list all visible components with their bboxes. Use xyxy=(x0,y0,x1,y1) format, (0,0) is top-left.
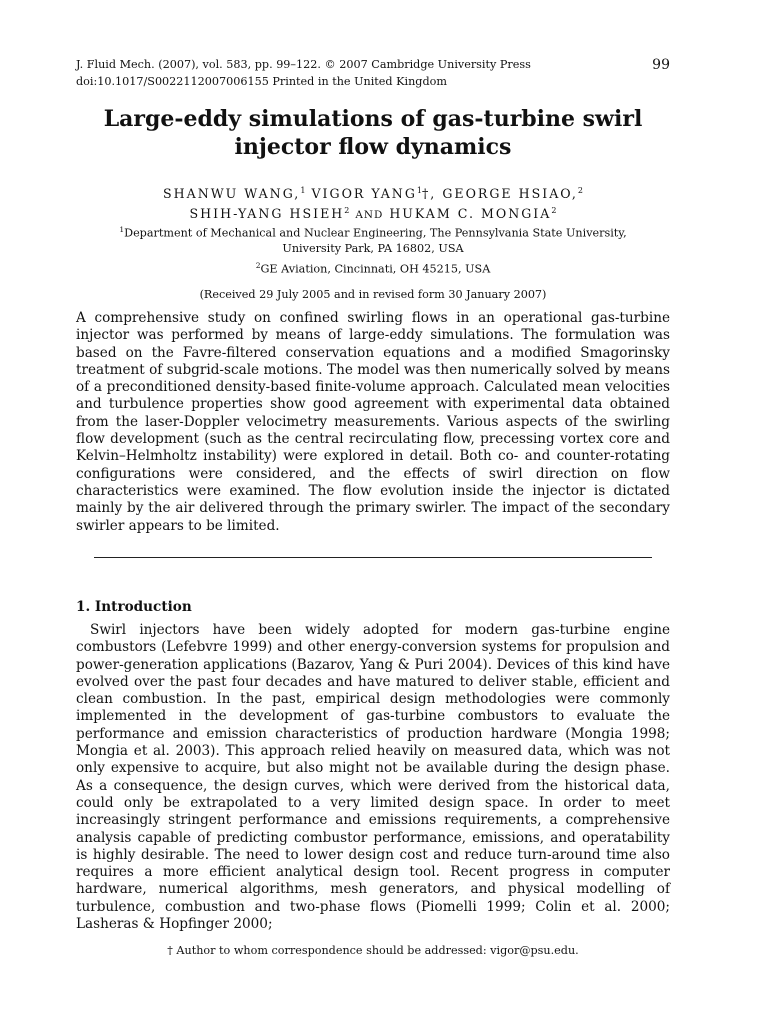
section-body: Swirl injectors have been widely adopted for modern gas-turbine engine combustors (Lefebvre 1999) and other energy-conversion systems for propulsion and power-generation applications (Bazarov, Yang & Puri 2004). Devices of this kind have evolved over the past four decades and have matured to deliver stable, efficient and clean combustion. In the past, empirical design methodologies were commonly implemented in the development of gas-turbine combustors to evaluate the performance and emission characteristics of production hardware (Mongia 1998; Mongia et al. 2003). This approach relied heavily on measured data, which was not only expensive to acquire, but also might not be available during the design phase. As a consequence, the design curves, which were derived from the historical data, could only be extrapolated to a very limited design space. In order to meet increasingly stringent performance and emissions requirements, a comprehensive analysis capable of predicting combustor performance, emissions, and operatability is highly desirable. The need to lower design cost and reduce turn-around time also requires a more efficient analytical design tool. Recent progress in computer hardware, numerical algorithms, mesh generators, and physical modelling of turbulence, combustion and two-phase flows (Piomelli 1999; Colin et al. 2000; Lasheras & Hopfinger 2000; xyxy=(76,622,670,933)
author-conjunction: AND xyxy=(355,209,384,222)
author-name: VIGOR YANG xyxy=(311,186,417,202)
affiliation-text: Department of Mechanical and Nuclear Engineering, The Pennsylvania State University, xyxy=(124,226,627,240)
affiliation-mark: 2 xyxy=(551,206,557,216)
affiliation-number: 2 xyxy=(255,261,261,270)
page-number: 99 xyxy=(652,57,670,73)
affiliation-mark: 1 xyxy=(300,186,306,195)
affiliation-number: 1 xyxy=(119,225,125,234)
journal-citation-line: J. Fluid Mech. (2007), vol. 583, pp. 99–122. © 2007 Cambridge University Press xyxy=(76,58,531,71)
received-dates: (Received 29 July 2005 and in revised form 30 January 2007) xyxy=(199,288,547,301)
author-name: SHANWU WANG, xyxy=(162,186,301,202)
footnote: † Author to whom correspondence should be addressed: vigor@psu.edu. xyxy=(167,944,579,957)
author-name: HUKAM C. MONGIA xyxy=(389,206,552,222)
affiliation-2 xyxy=(76,258,670,277)
author-name: GEORGE HSIAO, xyxy=(442,186,578,202)
affiliation-mark: 2 xyxy=(344,206,350,216)
divider xyxy=(94,557,652,558)
author-line-1 xyxy=(76,182,670,202)
author-name: SHIH-YANG HSIEH xyxy=(189,206,345,222)
author-list xyxy=(76,182,670,224)
paper-title xyxy=(76,105,670,161)
affiliation-text: University Park, PA 16802, USA xyxy=(282,241,464,255)
abstract: A comprehensive study on confined swirling flows in an operational gas-turbine injector was performed by means of large-eddy simulations. The formulation was based on the Favre-filtered conservation equations and a modified Smagorinsky treatment of subgrid-scale motions. The model was then numerically solved by means of a preconditioned density-based finite-volume approach. Calculated mean velocities and turbulence properties show good agreement with experimental data obtained from the laser-Doppler velocimetry measurements. Various aspects of the swirling flow development (such as the central recirculating flow, precessing vortex core and Kelvin–Helmholtz instability) were explored in detail. Both co- and counter-rotating configurations were considered, and the effects of swirl direction on flow characteristics were examined. The flow evolution inside the injector is dictated mainly by the air delivered through the primary swirler. The impact of the secondary swirler appears to be limited. xyxy=(76,310,670,534)
affiliation-1 xyxy=(76,222,670,256)
section-heading: 1. Introduction xyxy=(76,599,192,615)
title-line-2: injector flow dynamics xyxy=(234,134,512,160)
affiliation-mark: 1 xyxy=(416,186,422,195)
title-line-1: Large-eddy simulations of gas-turbine swirl xyxy=(103,106,643,132)
affiliation-mark: 2 xyxy=(577,186,583,195)
corresponding-mark: †, xyxy=(421,186,437,202)
affiliation-text: GE Aviation, Cincinnati, OH 45215, USA xyxy=(260,262,491,276)
doi-line: doi:10.1017/S0022112007006155 Printed in the United Kingdom xyxy=(76,75,447,88)
